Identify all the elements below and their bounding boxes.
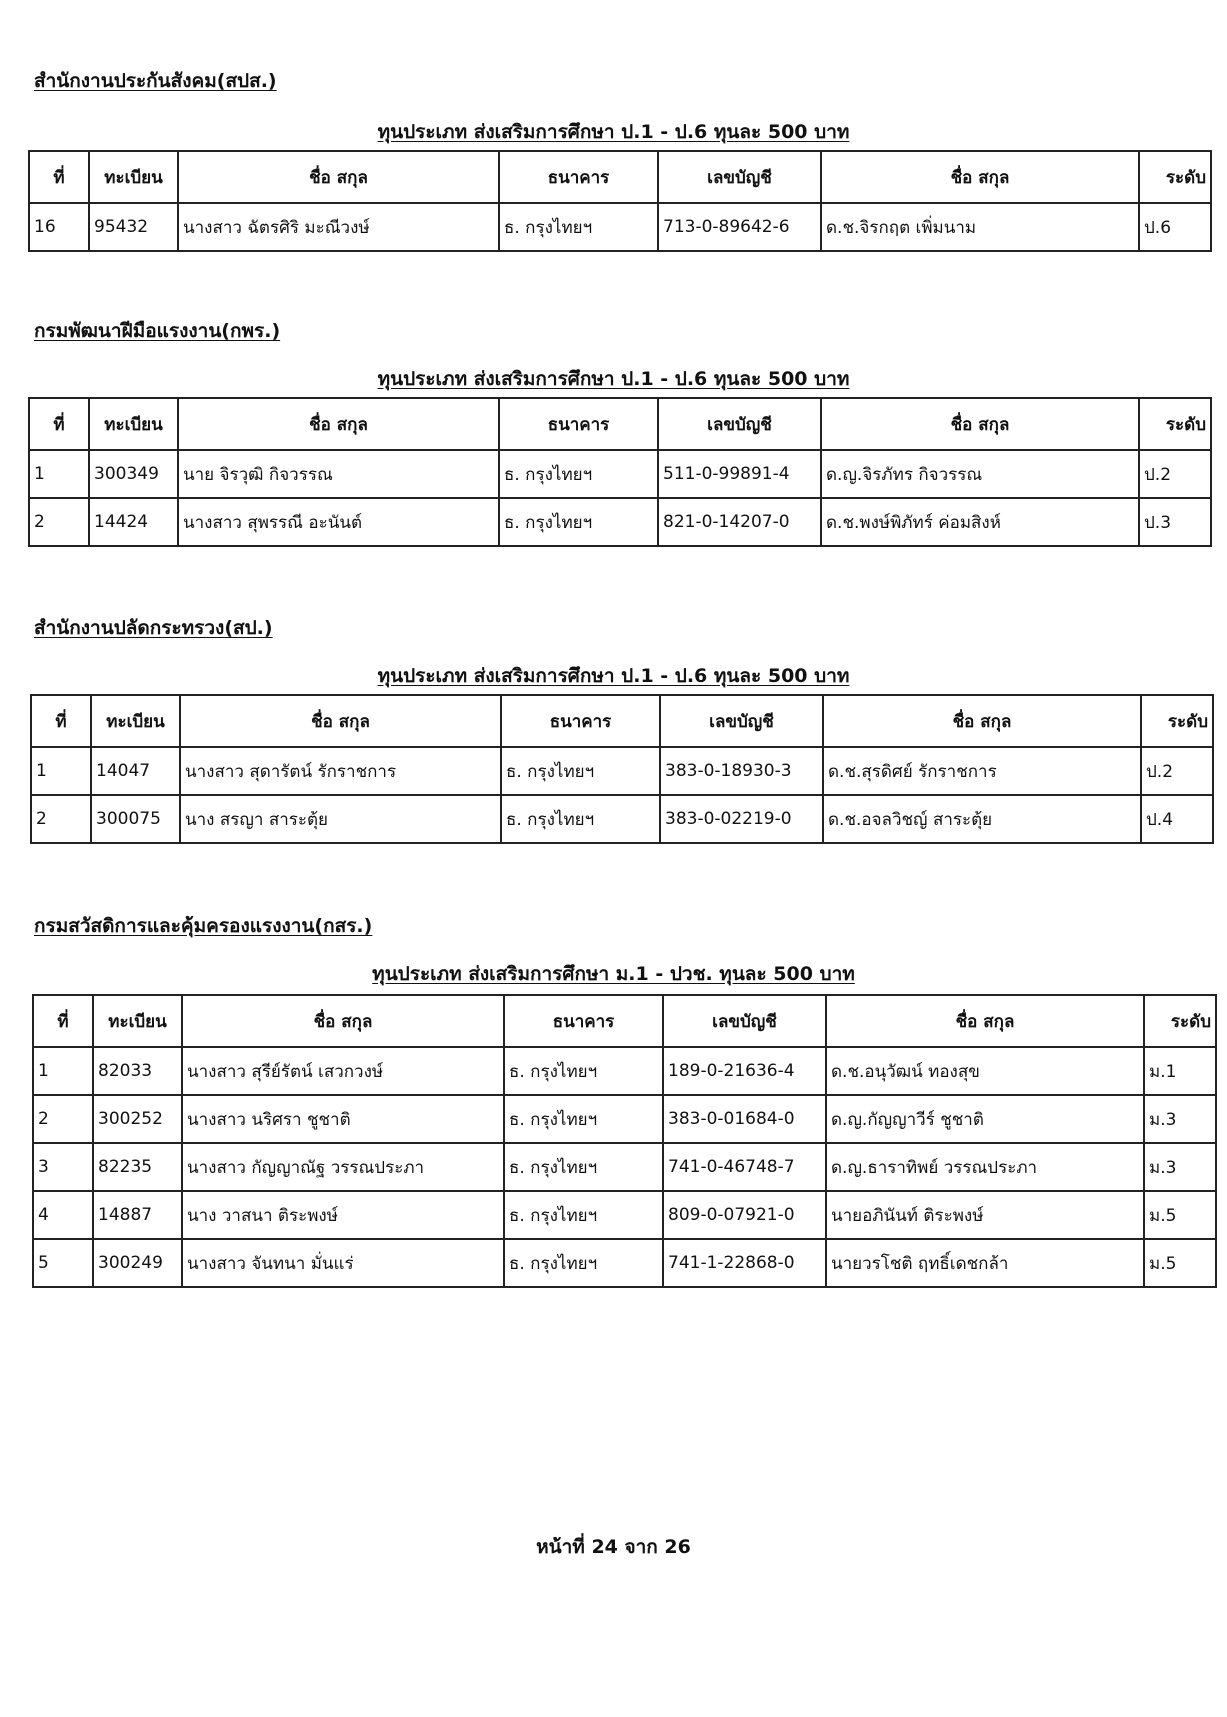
cell-account: 741-0-46748-7 <box>663 1143 826 1191</box>
cell-reg: 95432 <box>89 203 178 251</box>
table-row <box>29 450 1211 498</box>
cell-bank: ธ. กรุงไทยฯ <box>499 498 658 546</box>
cell-reg: 82235 <box>93 1143 182 1191</box>
section-2-org-title: สำนักงานปลัดกระทรวง(สป.) <box>34 617 273 639</box>
section-2-subtitle: ทุนประเภท ส่งเสริมการศึกษา ป.1 - ป.6 ทุนละ 500 บาท <box>377 665 850 687</box>
cell-child: ด.ช.อนุวัฒน์ ทองสุข <box>826 1047 1144 1095</box>
cell-level: ป.2 <box>1139 450 1211 498</box>
cell-account: 821-0-14207-0 <box>658 498 821 546</box>
page-number: หน้าที่ 24 จาก 26 <box>536 1536 691 1558</box>
cell-name: นางสาว สุรีย์รัตน์ เสวกวงษ์ <box>182 1047 504 1095</box>
section-3-table <box>32 994 1217 1288</box>
section-0-subtitle: ทุนประเภท ส่งเสริมการศึกษา ป.1 - ป.6 ทุนละ 500 บาท <box>377 121 850 143</box>
col-bank-header: ธนาคาร <box>499 398 658 450</box>
cell-no: 1 <box>31 747 91 795</box>
col-reg-header: ทะเบียน <box>89 398 178 450</box>
table-row <box>33 1239 1216 1287</box>
table-header-row <box>33 995 1216 1047</box>
section-0-table <box>28 150 1212 252</box>
cell-bank: ธ. กรุงไทยฯ <box>504 1239 663 1287</box>
cell-bank: ธ. กรุงไทยฯ <box>504 1095 663 1143</box>
cell-reg: 300252 <box>93 1095 182 1143</box>
section-1-table <box>28 397 1212 547</box>
cell-level: ม.5 <box>1144 1191 1216 1239</box>
col-no-header: ที่ <box>33 995 93 1047</box>
cell-reg: 300249 <box>93 1239 182 1287</box>
section-3-subtitle: ทุนประเภท ส่งเสริมการศึกษา ม.1 - ปวช. ทุนละ 500 บาท <box>372 963 855 985</box>
cell-reg: 300349 <box>89 450 178 498</box>
table-header-row <box>31 695 1213 747</box>
cell-bank: ธ. กรุงไทยฯ <box>501 747 660 795</box>
table-row <box>33 1191 1216 1239</box>
cell-name: นางสาว สุดารัตน์ รักราชการ <box>180 747 501 795</box>
cell-no: 2 <box>29 498 89 546</box>
section-2-table <box>30 694 1214 844</box>
col-no-header: ที่ <box>29 398 89 450</box>
cell-level: ม.5 <box>1144 1239 1216 1287</box>
cell-name: นางสาว จันทนา มั่นแร่ <box>182 1239 504 1287</box>
cell-no: 3 <box>33 1143 93 1191</box>
col-account-header: เลขบัญชี <box>658 151 821 203</box>
cell-name: นางสาว กัญญาณัฐ วรรณประภา <box>182 1143 504 1191</box>
table-row <box>29 498 1211 546</box>
col-name-header: ชื่อ สกุล <box>180 695 501 747</box>
col-account-header: เลขบัญชี <box>658 398 821 450</box>
cell-reg: 14047 <box>91 747 180 795</box>
cell-bank: ธ. กรุงไทยฯ <box>504 1047 663 1095</box>
cell-no: 2 <box>33 1095 93 1143</box>
cell-no: 16 <box>29 203 89 251</box>
cell-name: นางสาว ฉัตรศิริ มะณีวงษ์ <box>178 203 499 251</box>
section-1-subtitle: ทุนประเภท ส่งเสริมการศึกษา ป.1 - ป.6 ทุนละ 500 บาท <box>377 368 850 390</box>
cell-child: ด.ช.สุรดิศย์ รักราชการ <box>823 747 1141 795</box>
section-0-org-title: สำนักงานประกันสังคม(สปส.) <box>34 70 277 92</box>
cell-no: 4 <box>33 1191 93 1239</box>
cell-bank: ธ. กรุงไทยฯ <box>504 1143 663 1191</box>
table-header-row <box>29 398 1211 450</box>
col-bank-header: ธนาคาร <box>499 151 658 203</box>
cell-account: 511-0-99891-4 <box>658 450 821 498</box>
cell-child: ด.ญ.กัญญาวีร์ ชูชาติ <box>826 1095 1144 1143</box>
cell-child: นายอภินันท์ ติระพงษ์ <box>826 1191 1144 1239</box>
col-no-header: ที่ <box>31 695 91 747</box>
cell-no: 1 <box>29 450 89 498</box>
table-row <box>33 1047 1216 1095</box>
cell-bank: ธ. กรุงไทยฯ <box>499 450 658 498</box>
col-reg-header: ทะเบียน <box>89 151 178 203</box>
cell-bank: ธ. กรุงไทยฯ <box>499 203 658 251</box>
section-3-org-title: กรมสวัสดิการและคุ้มครองแรงงาน(กสร.) <box>34 915 373 937</box>
table-row <box>33 1095 1216 1143</box>
cell-name: นาง สรญา สาระตุ้ย <box>180 795 501 843</box>
cell-account: 383-0-18930-3 <box>660 747 823 795</box>
cell-name: นาย จิรวุฒิ กิจวรรณ <box>178 450 499 498</box>
col-child-header: ชื่อ สกุล <box>821 151 1139 203</box>
col-account-header: เลขบัญชี <box>663 995 826 1047</box>
col-reg-header: ทะเบียน <box>93 995 182 1047</box>
cell-level: ป.3 <box>1139 498 1211 546</box>
cell-name: นางสาว สุพรรณี อะนันต์ <box>178 498 499 546</box>
cell-level: ป.6 <box>1139 203 1211 251</box>
cell-child: ด.ช.พงษ์พิภัทร์ ค่อมสิงห์ <box>821 498 1139 546</box>
col-level-header: ระดับ <box>1139 398 1211 450</box>
cell-account: 741-1-22868-0 <box>663 1239 826 1287</box>
cell-child: ด.ช.อจลวิชญ์ สาระตุ้ย <box>823 795 1141 843</box>
cell-level: ม.1 <box>1144 1047 1216 1095</box>
cell-name: นางสาว นริศรา ชูชาติ <box>182 1095 504 1143</box>
cell-child: นายวรโชติ ฤทธิ์เดชกล้า <box>826 1239 1144 1287</box>
col-bank-header: ธนาคาร <box>501 695 660 747</box>
col-bank-header: ธนาคาร <box>504 995 663 1047</box>
cell-bank: ธ. กรุงไทยฯ <box>501 795 660 843</box>
table-row <box>31 747 1213 795</box>
cell-account: 383-0-02219-0 <box>660 795 823 843</box>
cell-level: ม.3 <box>1144 1095 1216 1143</box>
cell-level: ม.3 <box>1144 1143 1216 1191</box>
col-name-header: ชื่อ สกุล <box>182 995 504 1047</box>
cell-bank: ธ. กรุงไทยฯ <box>504 1191 663 1239</box>
cell-child: ด.ญ.จิรภัทร กิจวรรณ <box>821 450 1139 498</box>
col-child-header: ชื่อ สกุล <box>821 398 1139 450</box>
cell-reg: 14887 <box>93 1191 182 1239</box>
cell-level: ป.4 <box>1141 795 1213 843</box>
section-1-org-title: กรมพัฒนาฝีมือแรงงาน(กพร.) <box>34 320 281 342</box>
col-reg-header: ทะเบียน <box>91 695 180 747</box>
table-row <box>31 795 1213 843</box>
cell-reg: 14424 <box>89 498 178 546</box>
col-child-header: ชื่อ สกุล <box>823 695 1141 747</box>
cell-account: 189-0-21636-4 <box>663 1047 826 1095</box>
col-level-header: ระดับ <box>1144 995 1216 1047</box>
cell-reg: 82033 <box>93 1047 182 1095</box>
col-no-header: ที่ <box>29 151 89 203</box>
cell-no: 5 <box>33 1239 93 1287</box>
cell-account: 809-0-07921-0 <box>663 1191 826 1239</box>
cell-name: นาง วาสนา ติระพงษ์ <box>182 1191 504 1239</box>
cell-no: 1 <box>33 1047 93 1095</box>
cell-level: ป.2 <box>1141 747 1213 795</box>
cell-account: 713-0-89642-6 <box>658 203 821 251</box>
cell-child: ด.ช.จิรกฤต เพิ่มนาม <box>821 203 1139 251</box>
col-level-header: ระดับ <box>1141 695 1213 747</box>
cell-no: 2 <box>31 795 91 843</box>
col-name-header: ชื่อ สกุล <box>178 398 499 450</box>
table-header-row <box>29 151 1211 203</box>
col-name-header: ชื่อ สกุล <box>178 151 499 203</box>
cell-account: 383-0-01684-0 <box>663 1095 826 1143</box>
col-level-header: ระดับ <box>1139 151 1211 203</box>
col-child-header: ชื่อ สกุล <box>826 995 1144 1047</box>
table-row <box>29 203 1211 251</box>
col-account-header: เลขบัญชี <box>660 695 823 747</box>
table-row <box>33 1143 1216 1191</box>
cell-reg: 300075 <box>91 795 180 843</box>
cell-child: ด.ญ.ธาราทิพย์ วรรณประภา <box>826 1143 1144 1191</box>
